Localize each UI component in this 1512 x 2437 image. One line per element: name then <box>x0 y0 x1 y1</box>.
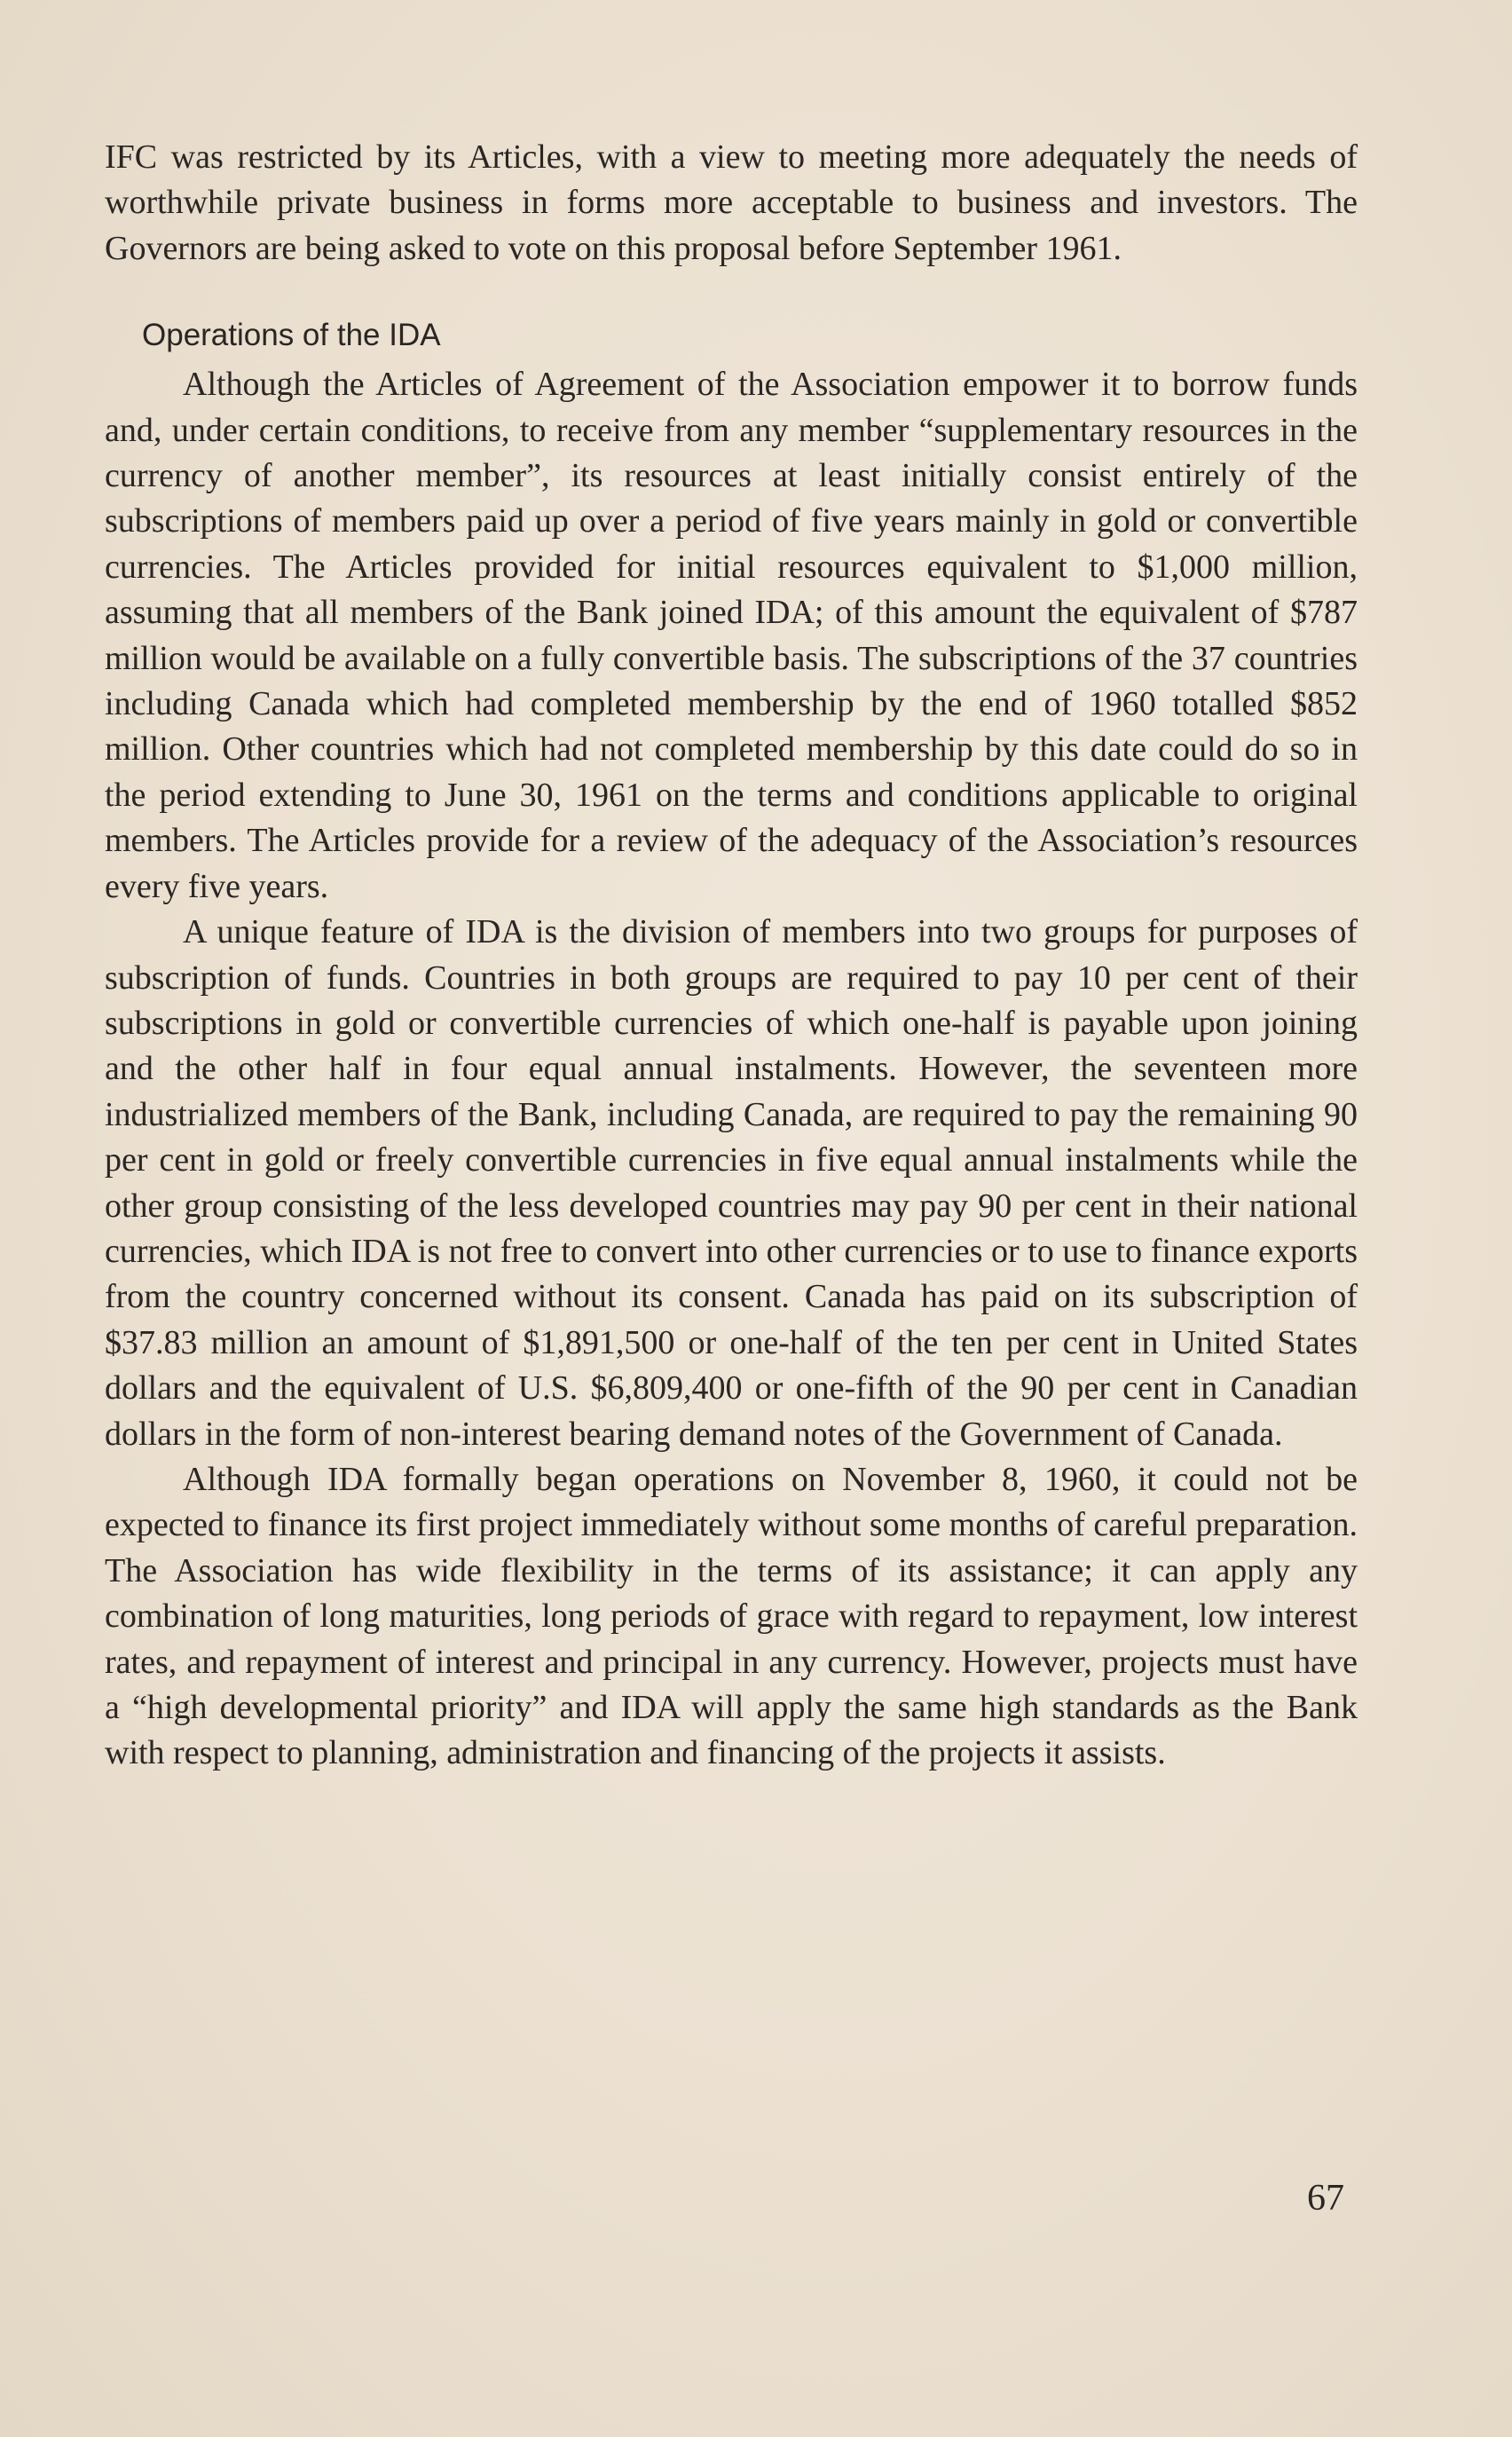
paragraph-operations-start: Although IDA formally began operations on November 8, 1960, it could not be expected to finance its first project immediately without some months of careful preparation. The Association has wide flexibility in the terms of its assistance; it can apply any combination of long maturities, long periods of grace with regard to repayment, low interest rates, and repayment of interest and principal in any currency. However, projects must have a “high developmental priority” and IDA will apply the same high standards as the Bank with respect to planning, administration and financing of the projects it assists. <box>105 1460 1358 1772</box>
intro-paragraph: IFC was restricted by its Articles, with a view to meeting more adequately the needs of worthwhile private business in forms more acceptable to business and investors. The Governors are being asked to vote on this proposal before September 1961. <box>105 138 1358 267</box>
page-number: 67 <box>1307 2178 1344 2219</box>
body-text <box>105 135 1358 1777</box>
paragraph-resources: Although the Articles of Agreement of the Association empower it to borrow funds and, under certain conditions, to receive from any member “supplementary resources in the currency of another member”, its resources at least initially consist entirely of the subscriptions of members paid up over a period of five years mainly in gold or convertible currencies. The Articles provided for initial resources equivalent to $1,000 million, assuming that all members of the Bank joined IDA; of this amount the equivalent of $787 million would be available on a fully convertible basis. The subscriptions of the 37 countries including Canada which had completed membership by the end of 1960 totalled $852 million. Other countries which had not completed membership by this date could do so in the period extending to June 30, 1961 on the terms and conditions applicable to original members. The Articles provide for a review of the adequacy of the Association’s resources every five years. <box>105 366 1358 905</box>
paragraph-member-groups: A unique feature of IDA is the division of members into two groups for purposes of subscription of funds. Countries in both groups are required to pay 10 per cent of their subscriptions in gold or convertible currencies of which one-half is payable upon joining and the other half in four equal annual instalments. However, the seventeen more industrialized members of the Bank, including Canada, are required to pay the remaining 90 per cent in gold or freely convertible currencies in five equal annual instalments while the other group consisting of the less developed countries may pay 90 per cent in their national currencies, which IDA is not free to convert into other currencies or to use to finance exports from the country concerned without its consent. Canada has paid on its subscription of $37.83 million an amount of $1,891,500 or one-half of the ten per cent in United States dollars and the equivalent of U.S. $6,809,400 or one-fifth of the 90 per cent in Canadian dollars in the form of non-interest bearing demand notes of the Government of Canada. <box>105 913 1358 1453</box>
section-heading: Operations of the IDA <box>142 318 441 353</box>
